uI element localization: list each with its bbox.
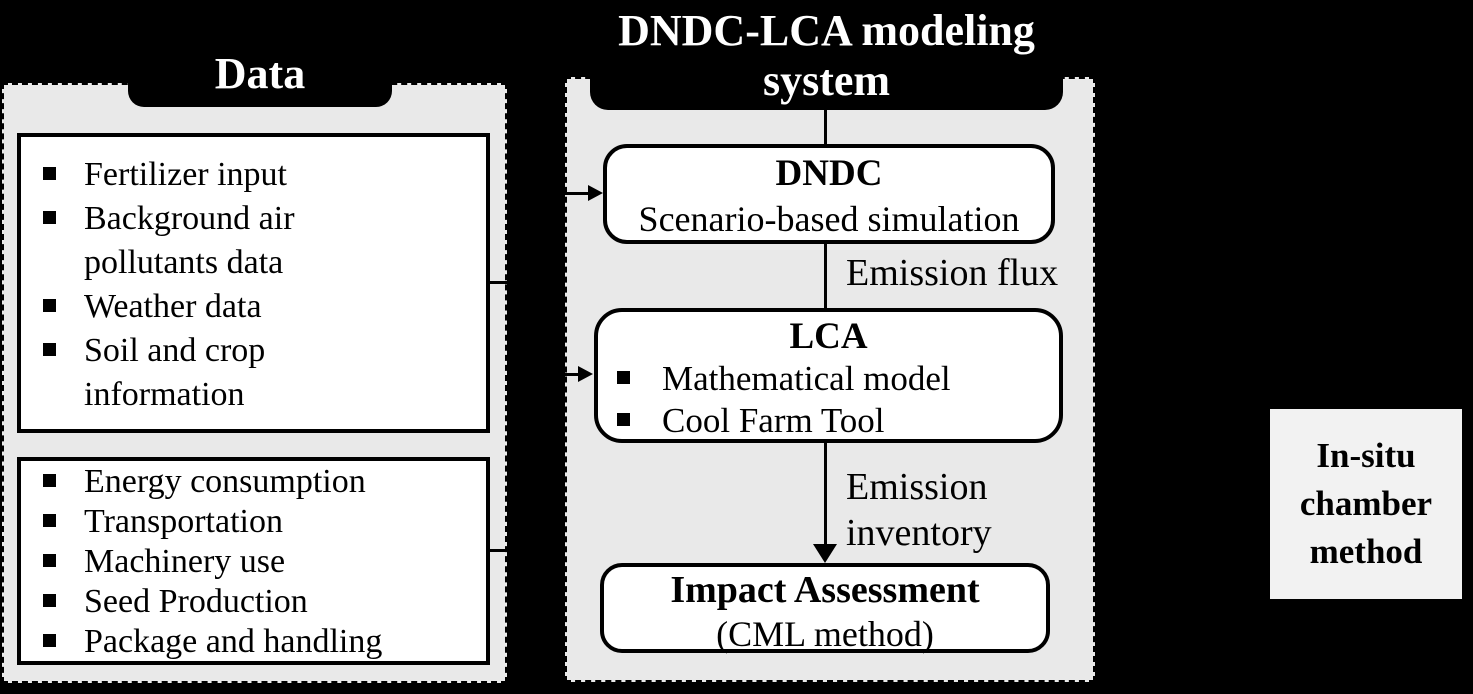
impact-assessment-box: [600, 563, 1050, 653]
list-item: [617, 358, 1059, 400]
dndc-box-title: DNDC: [775, 153, 883, 194]
list-item: [41, 622, 486, 662]
arrowhead-down-icon: [813, 544, 837, 563]
connector-activitybox-stub: [488, 549, 508, 552]
list-item-label: Weather data: [84, 288, 262, 325]
dndc-lca-panel-title: DNDC-LCA modeling system: [618, 6, 1035, 105]
list-item: [41, 542, 486, 582]
connector-inputbox-stub: [488, 281, 508, 284]
list-item-label: Seed Production: [84, 583, 308, 620]
connector-title-to-dndc: [824, 107, 827, 144]
list-item: [41, 153, 486, 197]
list-item: [41, 285, 486, 329]
list-item-label: Package and handling: [84, 623, 383, 660]
square-bullet-icon: [617, 413, 630, 426]
square-bullet-icon: [617, 371, 630, 384]
arrowhead-right-icon: [588, 185, 603, 201]
dndc-box: [603, 144, 1055, 244]
arrowhead-right-icon: [578, 366, 593, 382]
list-item-label: Fertilizer input: [84, 156, 288, 193]
data-tab: [128, 0, 392, 107]
square-bullet-icon: [43, 211, 56, 224]
list-item: [41, 502, 486, 542]
dndc-lca-tab: [590, 0, 1063, 110]
list-item: [41, 462, 486, 502]
lca-box-title: LCA: [789, 316, 868, 357]
square-bullet-icon: [43, 594, 56, 607]
input-data-list: [41, 153, 486, 417]
lca-box: [594, 308, 1063, 443]
square-bullet-icon: [43, 299, 56, 312]
square-bullet-icon: [43, 474, 56, 487]
list-item-label: Soil and crop information: [84, 332, 266, 413]
list-item: [41, 197, 486, 285]
lca-item-list: [598, 358, 1059, 442]
connector-dndc-to-lca: [824, 244, 827, 308]
list-item: [41, 329, 486, 417]
list-item: [41, 582, 486, 622]
square-bullet-icon: [43, 554, 56, 567]
list-item-label: Machinery use: [84, 543, 286, 580]
impact-box-title: Impact Assessment: [670, 569, 980, 611]
list-item-label: Cool Farm Tool: [662, 401, 885, 440]
input-data-box: [17, 133, 490, 433]
insitu-chamber-method-label: In-situ chamber method: [1299, 436, 1433, 571]
square-bullet-icon: [43, 167, 56, 180]
insitu-chamber-method-box: [1270, 409, 1462, 599]
square-bullet-icon: [43, 514, 56, 527]
list-item-label: Background air pollutants data: [84, 200, 295, 281]
list-item-label: Energy consumption: [84, 463, 366, 500]
emission-flux-label: Emission flux: [846, 252, 1059, 294]
square-bullet-icon: [43, 634, 56, 647]
data-panel-title: Data: [214, 49, 306, 98]
list-item-label: Transportation: [84, 503, 283, 540]
connector-lca-to-impact: [824, 443, 827, 545]
emission-inventory-label: Emission inventory: [846, 466, 992, 554]
impact-box-subtitle: (CML method): [716, 614, 934, 654]
activity-data-box: [17, 457, 490, 665]
square-bullet-icon: [43, 343, 56, 356]
activity-data-list: [41, 462, 486, 662]
list-item: [617, 400, 1059, 442]
list-item-label: Mathematical model: [662, 359, 951, 398]
dndc-box-subtitle: Scenario-based simulation: [638, 199, 1020, 239]
